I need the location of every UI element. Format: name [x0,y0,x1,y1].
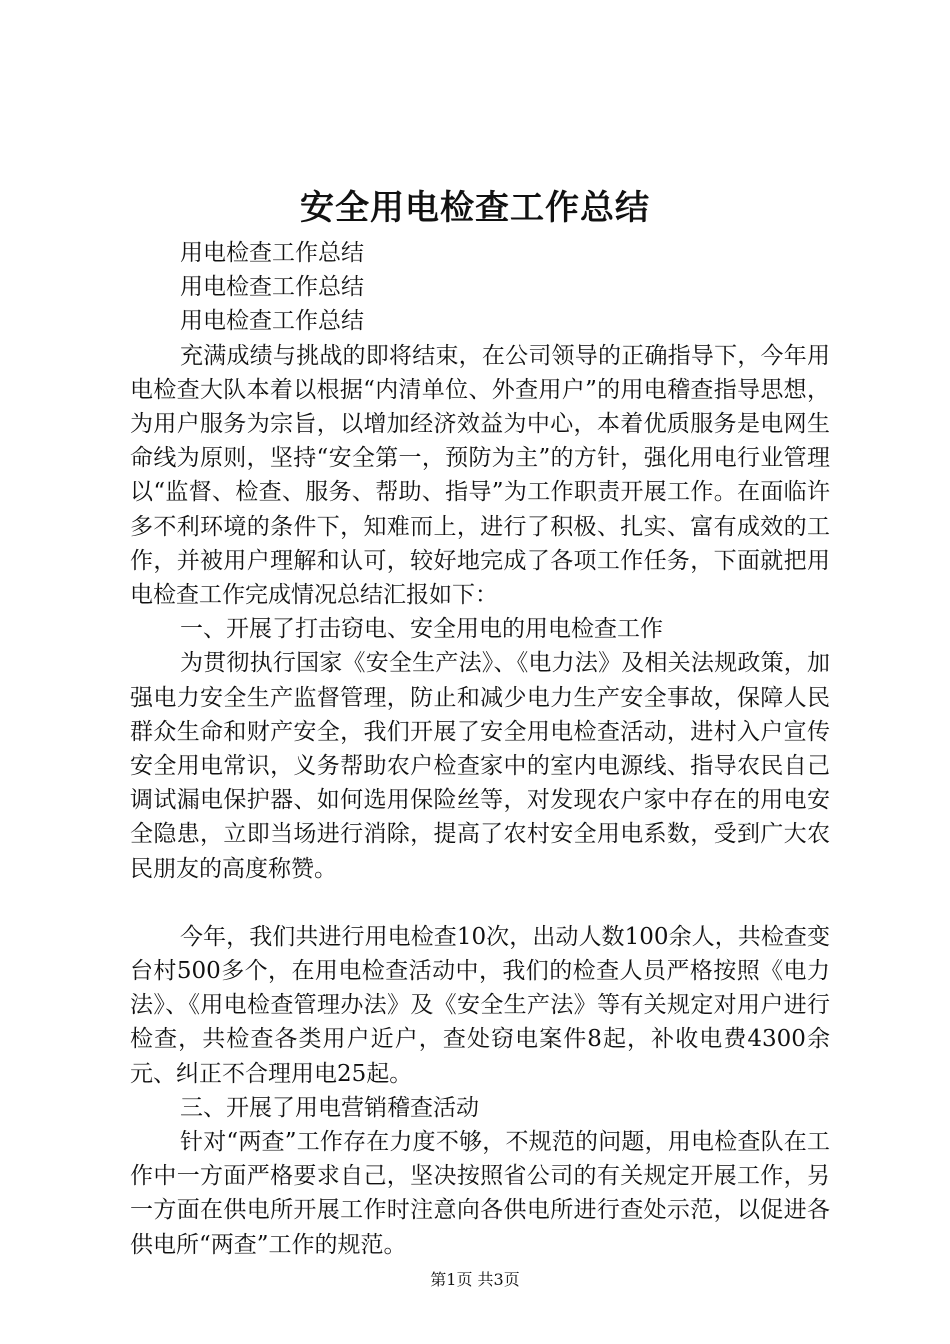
body-paragraph: 针对“两查”工作存在力度不够，不规范的问题，用电检查队在工作中一方面严格要求自己，坚决按照省公司的有关规定开展工作，另一方面在供电所开展工作时注意向各供电所进行查处示范，以促进各供电所“两查”工作的规范。 [130,1129,830,1258]
section-heading: 一、开展了打击窃电、安全用电的用电检查工作 [180,616,663,643]
subheading-line: 用电检查工作总结 [180,308,364,335]
intro-paragraph: 充满成绩与挑战的即将结束，在公司领导的正确指导下，今年用电检查大队本着以根据“内清单位、外查用户”的用电稽查指导思想，为用户服务为宗旨，以增加经济效益为中心，本着优质服务是电网生命线为原则，坚持“安全第一，预防为主”的方针，强化用电行业管理以“监督、检查、服务、帮助、指导”为工作职责开展工作。在面临许多不利环境的条件下，知难而上，进行了积极、扎实、富有成效的工作，并被用户理解和认可，较好地完成了各项工作任务，下面就把用电检查工作完成情况总结汇报如下： [130,342,830,609]
document-body [130,236,830,1262]
subheading-line: 用电检查工作总结 [180,274,364,301]
section-heading: 三、开展了用电营销稽查活动 [180,1094,479,1121]
subheading-line: 用电检查工作总结 [180,240,364,266]
body-paragraph: 为贯彻执行国家《安全生产法》、《电力法》及相关法规政策，加强电力安全生产监督管理，防止和减少电力生产安全事故，保障人民群众生命和财产安全，我们开展了安全用电检查活动，进村入户宣传安全用电常识，义务帮助农户检查家中的室内电源线、指导农民自己调试漏电保护器、如何选用保险丝等，对发现农户家中存在的用电安全隐患，立即当场进行消除，提高了农村安全用电系数，受到广大农民朋友的高度称赞。 [130,650,830,882]
body-paragraph: 今年，我们共进行用电检查10次，出动人数100余人，共检查变台村500多个，在用电检查活动中，我们的检查人员严格按照《电力法》、《用电检查管理办法》及《安全生产法》等有关规定对用户进行检查，共检查各类用户近户，查处窃电案件8起，补收电费4300余元、纠正不合理用电25起。 [130,923,830,1087]
document-title: 安全用电检查工作总结 [300,188,650,228]
page-footer: 第1页 共3页 [430,1270,520,1289]
